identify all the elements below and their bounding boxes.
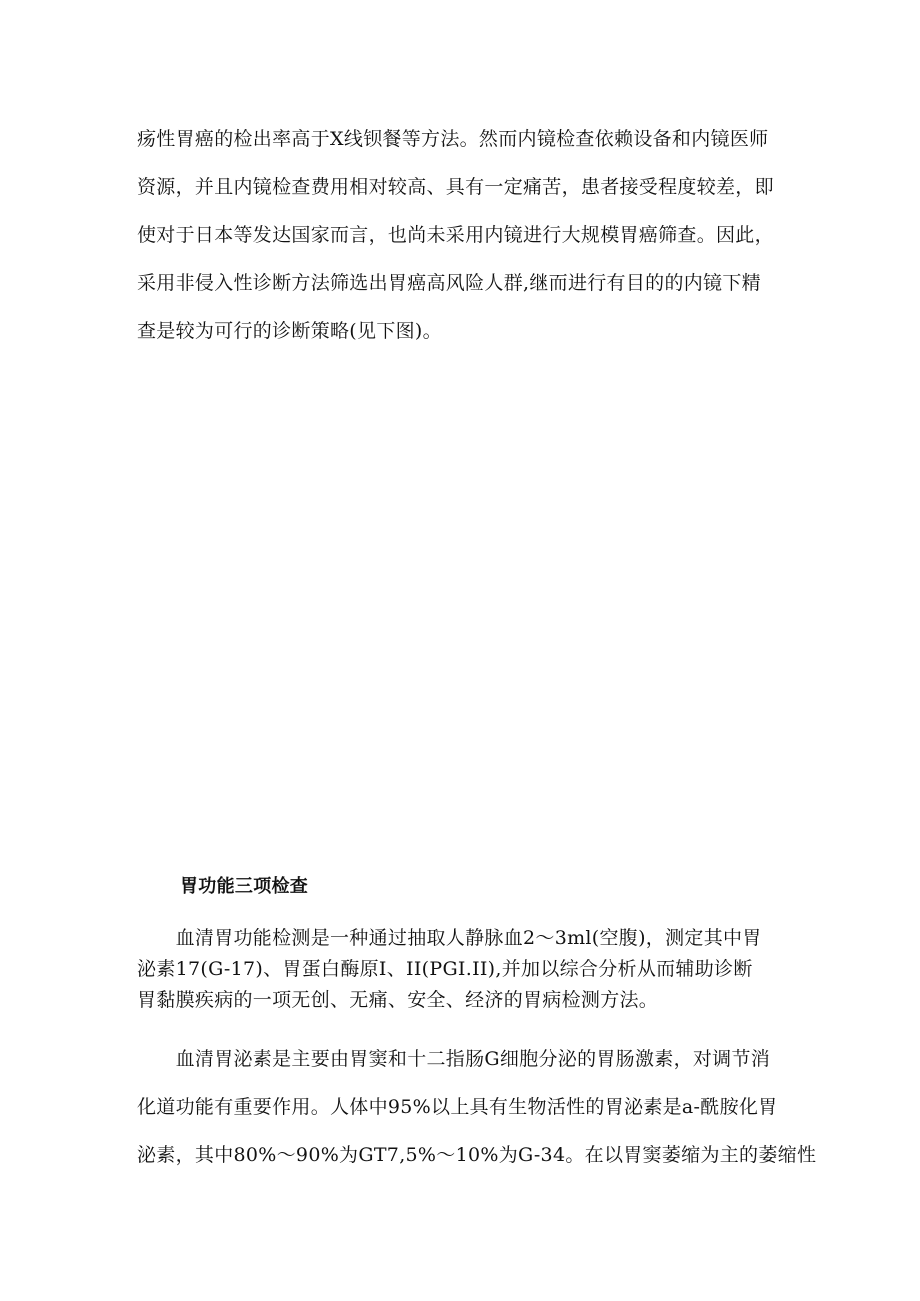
text-line: 疡性胃癌的检出率高于X线钡餐等方法。然而内镜检查依赖设备和内镜医师 <box>137 128 769 150</box>
section-heading <box>180 872 580 902</box>
text-line: 泌素17(G-17)、胃蛋白酶原I、II(PGI.II),并加以综合分析从而辅助诊断 <box>137 958 753 980</box>
text-line: 资源，并且内镜检查费用相对较高、具有一定痛苦，患者接受程度较差，即 <box>137 176 774 198</box>
text-line: 血清胃功能检测是一种通过抽取人静脉血2～3ml(空腹)，测定其中胃 <box>137 927 762 949</box>
text-line: 血清胃泌素是主要由胃窦和十二指肠G细胞分泌的胃肠激素，对调节消 <box>137 1048 771 1070</box>
heading-text: 胃功能三项检查 <box>180 876 309 897</box>
text-line: 胃黏膜疾病的一项无创、无痛、安全、经济的胃病检测方法。 <box>137 989 659 1011</box>
paragraph-diagnosis-strategy <box>137 115 797 355</box>
text-line: 查是较为可行的诊断策略(见下图)。 <box>137 320 442 342</box>
text-line: 采用非侵入性诊断方法筛选出胃癌高风险人群,继而进行有目的的内镜下精 <box>137 272 761 294</box>
paragraph-serum-gastric-function <box>137 923 797 1016</box>
text-line: 化道功能有重要作用。人体中95%以上具有生物活性的胃泌素是a-酰胺化胃 <box>137 1096 778 1118</box>
paragraph-serum-gastrin <box>137 1035 817 1179</box>
text-line: 使对于日本等发达国家而言，也尚未采用内镜进行大规模胃癌筛查。因此， <box>137 224 774 246</box>
text-line: 泌素，其中80%～90%为GT7,5%～10%为G-34。在以胃窦萎缩为主的萎缩性 <box>137 1144 817 1166</box>
